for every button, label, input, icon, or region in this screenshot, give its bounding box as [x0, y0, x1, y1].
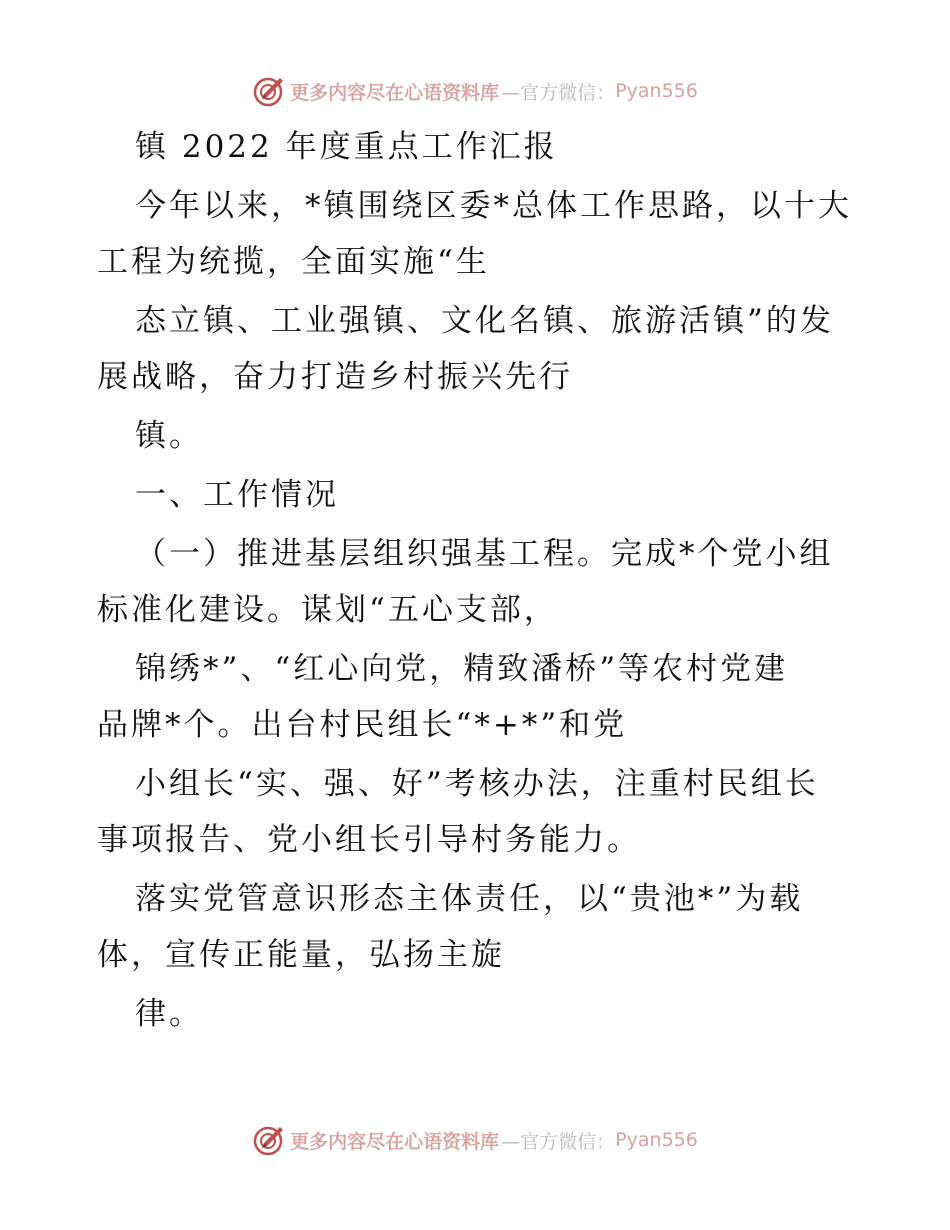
- paragraph-line: 体，宣传正能量，弘扬主旋: [97, 937, 505, 973]
- watermark-wechat-id: Pyan556: [615, 1129, 698, 1151]
- paragraph-line: 事项报告、党小组长引导村务能力。: [97, 822, 641, 858]
- paragraph-line: 工程为统揽，全面实施“生: [97, 244, 490, 280]
- watermark-logo-icon: [252, 1123, 286, 1157]
- paragraph-line: 小组长“实、强、好”考核办法，注重村民组长: [135, 766, 819, 802]
- section-heading: 一、工作情况: [135, 477, 339, 513]
- watermark-logo-icon: [252, 74, 286, 108]
- watermark-text: 更多内容尽在心语资料库: [290, 81, 500, 104]
- paragraph-line: 今年以来，*镇围绕区委*总体工作思路，以十大: [135, 188, 852, 224]
- paragraph-line: 锦绣*”、“红心向党，精致潘桥”等农村党建: [135, 651, 789, 687]
- paragraph-line: 律。: [135, 996, 203, 1032]
- paragraph-line: 镇。: [135, 418, 203, 454]
- paragraph-line: （一）推进基层组织强基工程。完成*个党小组: [135, 536, 834, 572]
- document-title: 镇 2022 年度重点工作汇报: [135, 129, 558, 165]
- watermark-text: 更多内容尽在心语资料库: [290, 1130, 500, 1153]
- watermark-wechat-id: Pyan556: [615, 80, 698, 102]
- paragraph-line: 标准化建设。谋划“五心支部，: [97, 592, 558, 628]
- paragraph-line: 落实党管意识形态主体责任，以“贵池*”为载: [135, 881, 804, 917]
- paragraph-line: 展战略，奋力打造乡村振兴先行: [97, 359, 573, 395]
- paragraph-line: 态立镇、工业强镇、文化名镇、旅游活镇”的发: [135, 303, 834, 339]
- header-watermark: [0, 71, 950, 111]
- footer-watermark: [0, 1120, 950, 1160]
- watermark-separator: —官方微信：: [501, 81, 616, 104]
- watermark-separator: —官方微信：: [501, 1130, 616, 1153]
- paragraph-line: 品牌*个。出台村民组长“*+*”和党: [97, 707, 628, 743]
